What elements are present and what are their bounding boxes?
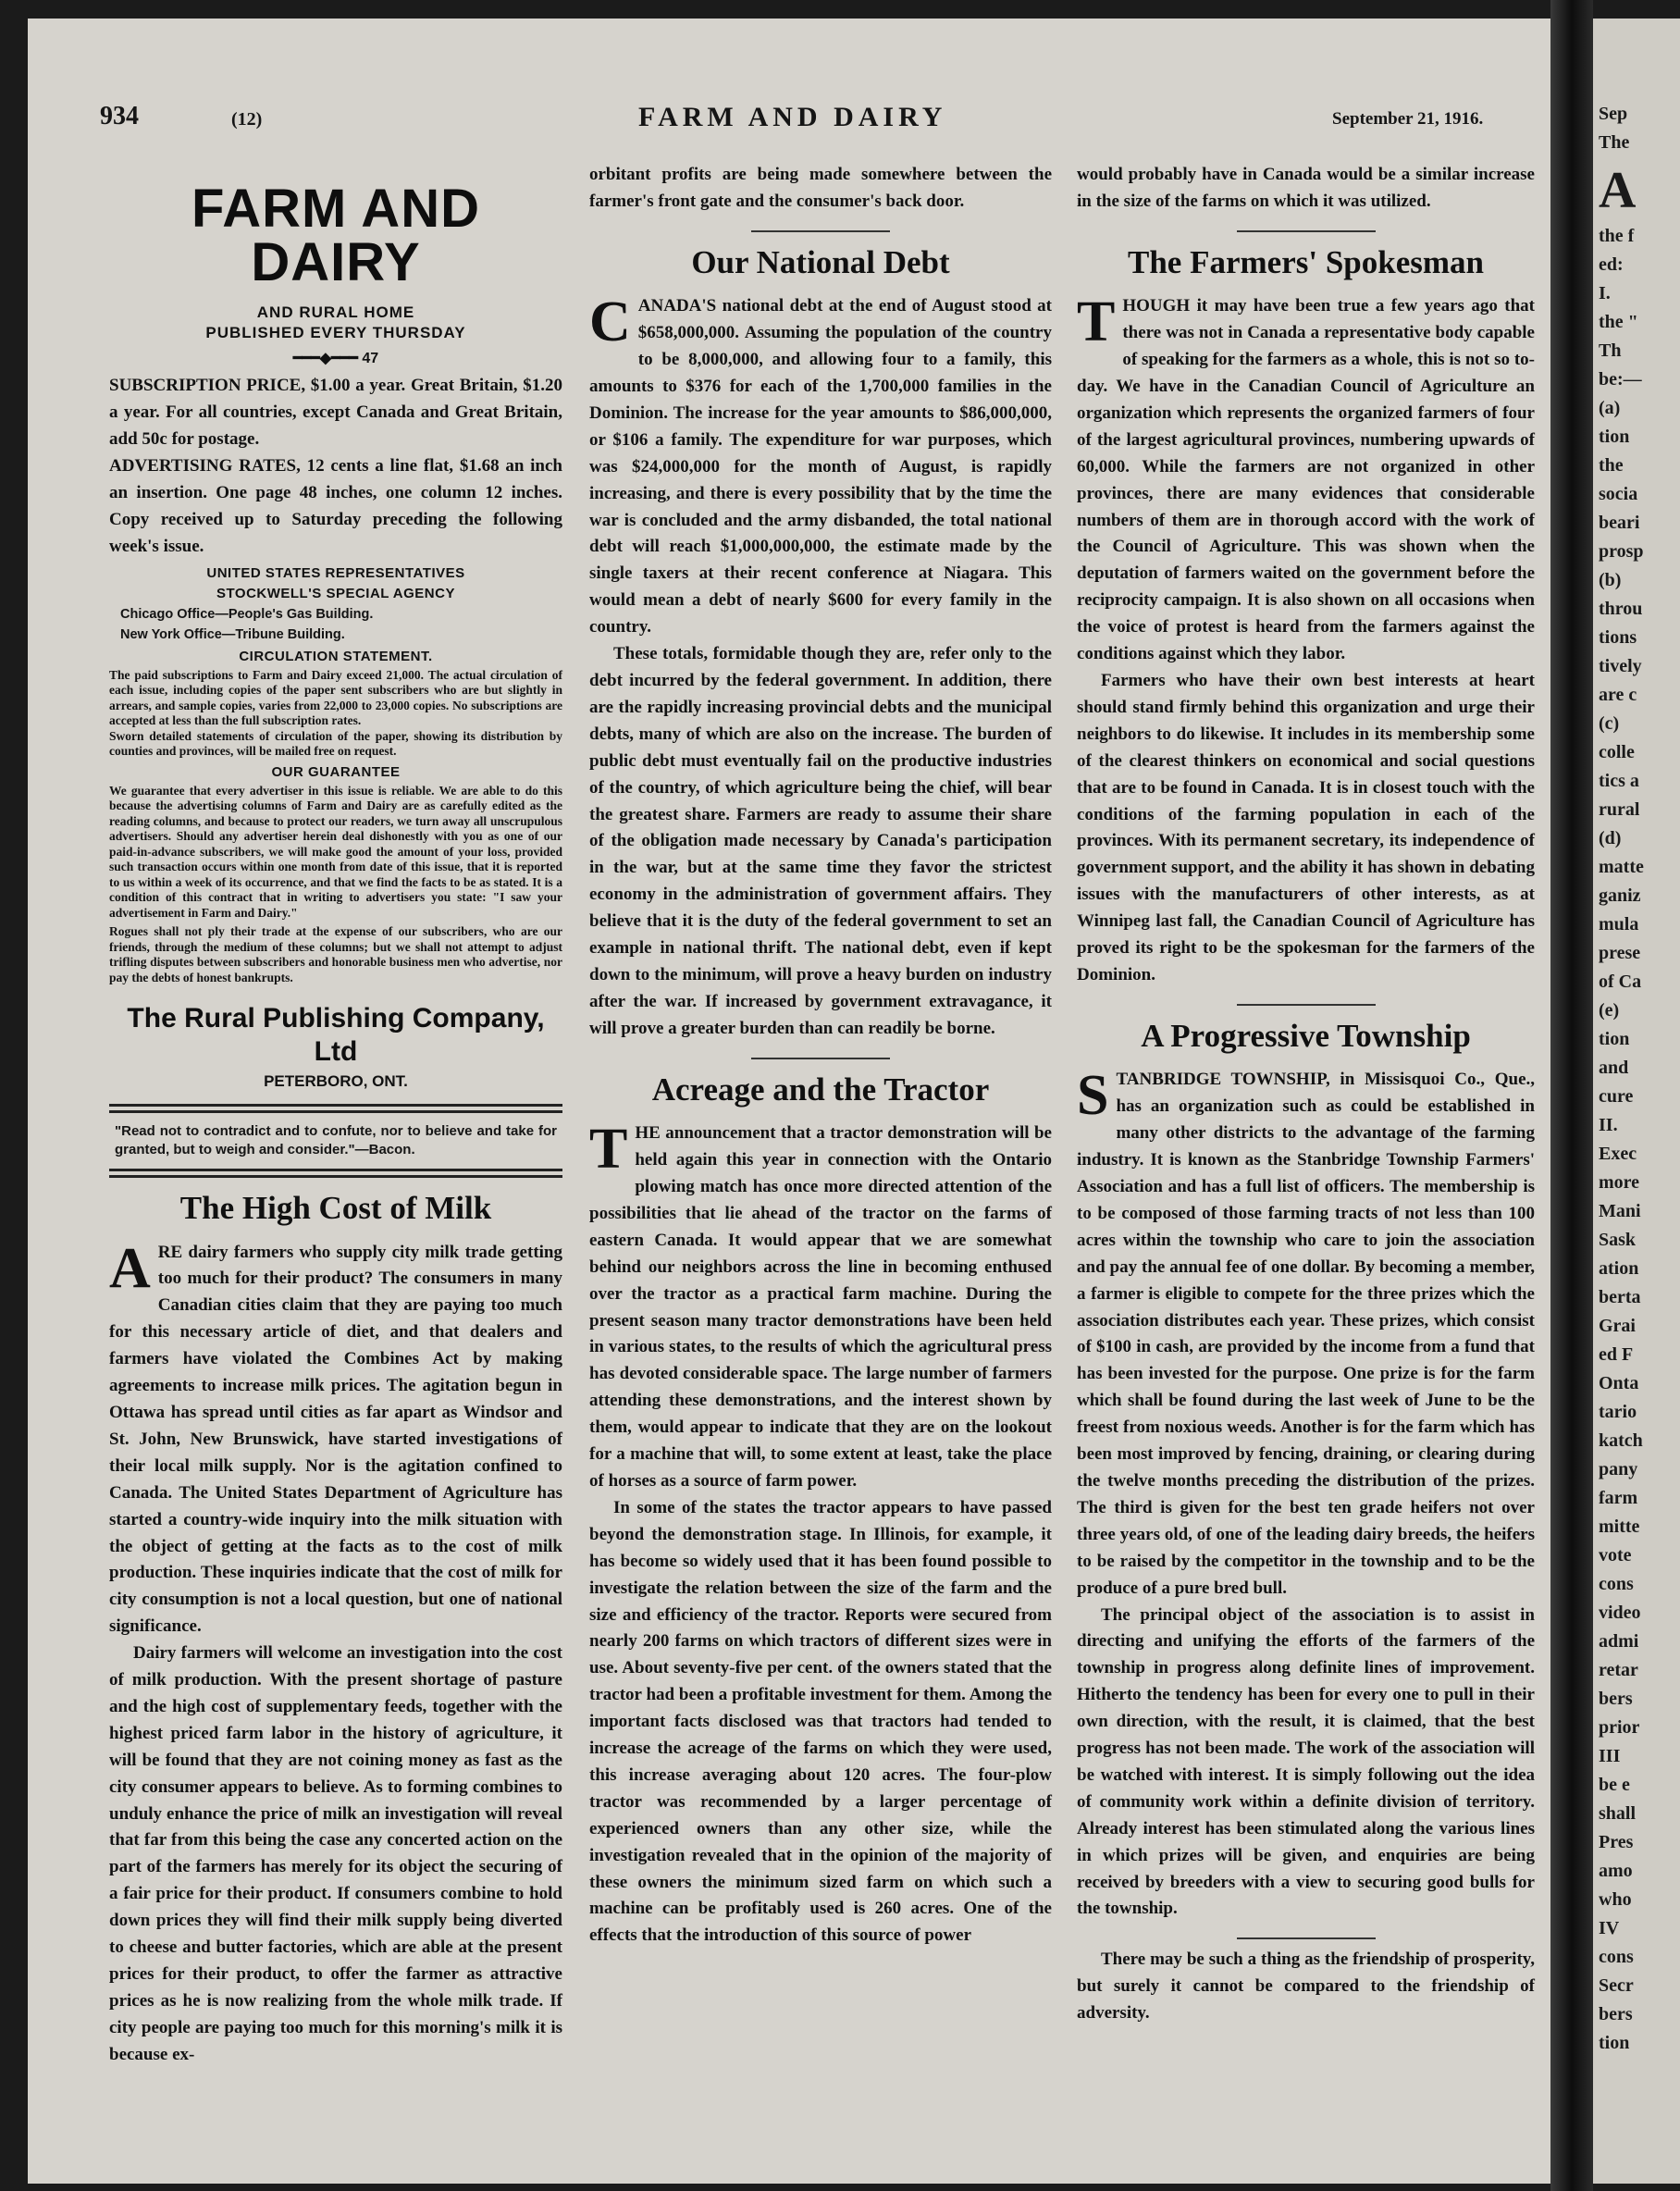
ornament-icon: ━━━◆━━━ [292,351,358,367]
adjacent-page-fragment: tion [1599,427,1630,447]
adjacent-page-fragment: tario [1599,1402,1637,1422]
adjacent-page-fragment: the f [1599,226,1635,246]
spokesman-paragraph-2: Farmers who have their own best interests at heart should stand firmly behind this organization and urge their neighbors to do likewise. It includes in its membership some of the clearest thinkers on economical and social questions that are to be found in Canada. It is in closest touch with the conditions of the farming population in each of the provinces. With its permanent secretary, its independence of government support, and the ability it has shown in debating issues with the manufacturers of other interests, as at Winnipeg last fall, the Canadian Council of Agriculture has proved its right to be the spokesman for the farmers of the Dominion. [1077,671,1535,984]
adjacent-page-fragment: colle [1599,742,1635,762]
adjacent-page-fragment: III [1599,1746,1621,1766]
adjacent-page-fragment: Sask [1599,1230,1637,1250]
chicago-office: Chicago Office—People's Gas Building. [120,606,374,622]
adjacent-page-fragment: retar [1599,1660,1638,1680]
adjacent-page-fragment: Grai [1599,1316,1636,1336]
article-title-debt: Our National Debt [691,243,950,280]
column-3 [1077,162,1535,2027]
masthead-title: FARM AND DAIRY [191,179,480,292]
adjacent-page-fragment: A [1599,162,1637,219]
adjacent-page-fragment: Onta [1599,1373,1639,1393]
adjacent-page-fragment: prosp [1599,541,1644,562]
adjacent-page-fragment: are c [1599,685,1637,705]
adjacent-page-fragment: matte [1599,857,1644,877]
page-number: 934 [100,102,139,130]
adjacent-page-fragment: be e [1599,1775,1630,1795]
adjacent-page-fragment: I. [1599,283,1611,303]
tractor-paragraph-2: In some of the states the tractor appears to have passed beyond the demonstration stage. In Illinois, for example, it has become so widely used that it has been found possible to investigate the relation between the size of the farm and the size and efficiency of the tractor. Reports were secured from nearly 200 farms on which tractors of different sizes were in use. About seventy-five per cent. of the owners stated that the tractor had been a profitable investment for them. Among the important facts disclosed was that tractors had tended to increase the acreage of the farms on which they were used, this increase averaging about 120 acres. The four-plow tractor was recommended by a larger percentage of experienced owners than any other size, while the investigation revealed that in the opinion of the majority of these owners the minimum sized farm on which such a machine can be profitably used is 260 acres. One of the effects that the introduction of this source of power [589,1497,1052,1946]
adjacent-page-fragment: Sep [1599,104,1628,124]
adjacent-page-fragment: The [1599,132,1630,153]
dropcap-township: S [1077,1064,1109,1128]
book-spine-gutter [1550,0,1593,2191]
adjacent-page-fragment: mitte [1599,1516,1640,1537]
issue-date: September 21, 1916. [1332,109,1484,129]
circulation-heading: CIRCULATION STATEMENT. [239,648,433,664]
adjacent-page-edge [1593,19,1680,2184]
adjacent-page-fragment: tively [1599,656,1642,676]
adjacent-page-fragment: berta [1599,1287,1641,1307]
adjacent-page-fragment: prese [1599,943,1641,963]
adjacent-page-fragment: tions [1599,627,1637,648]
article-title-tractor: Acreage and the Tractor [651,1071,990,1108]
dropcap-tractor: T [589,1118,628,1182]
subscription-price: SUBSCRIPTION PRICE, $1.00 a year. Great Britain, $1.20 a year. For all countries, except Canada and Great Britain, add 50c for postage. [109,376,562,449]
article-title-spokesman: The Farmers' Spokesman [1128,243,1484,280]
guarantee-text-1: We guarantee that every advertiser in this issue is reliable. We are able to do this because the advertising columns of Farm and Dairy are as carefully edited as the reading columns, and because to protect our readers, we turn away all unscrupulous advertisers. Should any advertiser herein deal dishonestly with you as one of our paid-in-advance subscribers, we will make good the amount of your loss, provided such transaction occurs within one month from date of this issue, that it is reported to us within a week of its occurrence, and that we find the facts to be as stated. It is a condition of this contract that in writing to advertisers you state: "I saw your advertisement in Farm and Dairy." [109,783,562,920]
adjacent-page-fragment: cure [1599,1086,1634,1107]
milk-paragraph-2: Dairy farmers will welcome an investigation into the cost of milk production. With the present shortage of pasture and the high cost of supplementary feeds, together with the highest priced farm labor in the history of agriculture, it will be found that they are not coining money as fast as the city consumer appears to believe. As to forming combines to unduly enhance the price of milk an investigation will reveal that far from this being the case any concerted action on the part of the farmers has merely for its object the securing of a fair price for their product. If consumers combine to hold down prices they will find their milk supply being diverted to cheese and butter factories, which are able at the present prices for their product, to offer the farmer as attractive prices as he is now realizing from the whole milk trade. If city people are paying too much for this morning's milk it is because ex- [109,1643,562,2064]
adjacent-page-fragment: (b) [1599,570,1622,590]
adjacent-page-fragment: shall [1599,1803,1637,1824]
adjacent-page-fragment: (e) [1599,1000,1620,1021]
bacon-quote: "Read not to contradict and to confute, nor to believe and take for granted, but to weigh and consider."—Bacon. [115,1123,557,1158]
column-1 [109,162,562,2069]
double-rule [109,1104,562,1113]
advertising-rates: ADVERTISING RATES, 12 cents a line flat, $1.68 an inch an insertion. One page 48 inches, one column 12 inches. Copy received up to Saturday preceding the following week's issue. [109,455,562,556]
article-title-milk: The High Cost of Milk [179,1190,492,1227]
adjacent-page-fragment: ed F [1599,1344,1634,1365]
column-2 [589,162,1052,1950]
masthead-subtitle: AND RURAL HOME [256,303,415,321]
section-rule [1237,1937,1376,1939]
adjacent-page-fragment: Secr [1599,1975,1634,1996]
adjacent-page-fragment: II. [1599,1115,1618,1135]
agency-name: STOCKWELL'S SPECIAL AGENCY [216,585,455,601]
adjacent-page-fragment: tics a [1599,771,1639,791]
adjacent-page-fragment: cons [1599,1947,1634,1967]
debt-lead-text: orbitant profits are being made somewhere between the farmer's front gate and the consumer's back door. [589,165,1052,211]
masthead-published: PUBLISHED EVERY THURSDAY [205,324,466,342]
adjacent-page-fragment: IV [1599,1918,1620,1938]
adjacent-page-fragment: tion [1599,2033,1630,2053]
adjacent-page-fragment: farm [1599,1488,1638,1508]
adjacent-page-fragment: throu [1599,599,1643,619]
spokesman-paragraph-1: HOUGH it may have been true a few years ago that there was not in Canada a representative body capable of speaking for the farmers as a whole, this is not so to-day. We have in the Canadian Council of Agriculture an organization which represents the organized farmers of four of the largest agricultural provinces, numbering upwards of 60,000. While the farmers are not organized in other provinces, there are many evidences that considerable numbers of them are in thorough accord with the work of the Council of Agriculture. This was shown when the deputation of farmers waited on the government before the reciprocity campaign. It is also shown on all occasions when the voice of protest is heard from the farmers against the conditions against which they labor. [1077,296,1535,664]
section-rule [751,230,890,232]
township-paragraph-2: The principal object of the association is to assist in directing and unifying the efforts of the farmers of the township in progress along definite lines of improvement. Hitherto the tendency has been for every one to pull in their own direction, with the result, it is claimed, that the best progress has not been made. The work of the association will be watched with interest. It is simply following out the idea of community work within a definite division of territory. Already interest has been stimulated along the various lines in which prizes will be given, and enquiries are being received by breeders with a view to securing good bulls for the township. [1077,1604,1535,1919]
ornament-number: 47 [362,351,379,367]
tractor-paragraph-1: HE announcement that a tractor demonstration will be held again this year in connection with the Ontario plowing match has once more directed attention of the possibilities that lie ahead of the tractor on the farms of eastern Canada. It would appear that we are somewhat behind our neighbors across the line in becoming enthused over the tractor as a practical farm machine. During the present season many tractor demonstrations have been held in various states, to the results of which the agricultural press has devoted considerable space. The large number of farmers attending these demonstrations, and the interest shown by them, would appear to indicate that they are on the lookout for a machine that will, to some extent at least, take the place of horses as a source of farm power. [589,1123,1052,1491]
adjacent-page-fragment: ganiz [1599,885,1641,906]
adjacent-page-fragment: the [1599,455,1624,476]
adjacent-page-fragment: the " [1599,312,1638,332]
adjacent-page-fragment: Exec [1599,1144,1637,1164]
adjacent-page-fragment: video [1599,1603,1641,1623]
township-paragraph-1: TANBRIDGE TOWNSHIP, in Missisquoi Co., Que., has an organization such as could be established in many other districts to the advantage of the farming industry. It is known as the Stanbridge Township Farmers' Association and has a full list of officers. The membership is to be composed of those farming tracts of not less than 100 acres within the township who care to join the association and pay the annual fee of one dollar. By becoming a member, a farmer is eligible to compete for the three prizes which the association distributes each year. These prizes, which consist of $100 in cash, are provided by the income from a fund that has been invested for the purpose. One prize is for the farm which shall be found during the last week of June to be the freest from noxious weeds. Another is for the farm which has been most improved by fencing, draining, or clearing during the twelve months preceding the distribution of the prizes. The third is given for the best ten grade heifers not over three years old, of one of the leading dairy breeds, the heifers to be raised by the competitor in the township and to be the produce of a pure bred bull. [1077,1070,1535,1598]
adjacent-page-fragment: ed: [1599,254,1624,275]
debt-paragraph-2: These totals, formidable though they are, refer only to the debt incurred by the federal government. In addition, there are the rapidly increasing provincial debts and the municipal debts, many of which are also on the increase. The burden of public debt must eventually fail on the productive industries of the country, of which agriculture being the chief, will bear the greatest share. Farmers are ready to assume their share of the obligation made necessary by Canada's participation in the war, but at the same time they favor the strictest economy in the administration of government affairs. They believe that it is the duty of the federal government to set an example in national thrift. The national debt, even if kept down to the minimum, will prove a heavy burden on industry after the war. If increased by government extravagance, it will prove a greater burden than can readily be borne. [589,644,1052,1038]
adjacent-page-fragment: tion [1599,1029,1630,1049]
adjacent-page-fragment: (c) [1599,713,1620,734]
dropcap-milk: A [109,1236,151,1300]
adjacent-page-fragment: more [1599,1172,1640,1193]
adjacent-page-fragment: admi [1599,1631,1639,1652]
masthead-ornament [109,349,562,367]
newyork-office: New York Office—Tribune Building. [120,626,345,642]
adjacent-page-fragment: Pres [1599,1832,1634,1852]
dropcap-debt: C [589,291,631,354]
adjacent-page-fragment: be:— [1599,369,1642,390]
adjacent-page-fragment: ation [1599,1258,1639,1279]
page-sub-number: (12) [231,109,263,130]
publisher-city: PETERBORO, ONT. [264,1072,408,1091]
adjacent-page-fragment: socia [1599,484,1638,504]
section-rule [1237,1004,1376,1006]
article-title-township: A Progressive Township [1141,1017,1471,1054]
adjacent-page-fragment: bers [1599,1689,1633,1709]
adjacent-page-fragment: mula [1599,914,1639,935]
adjacent-page-fragment: rural [1599,799,1640,820]
adjacent-page-fragment: of Ca [1599,972,1642,992]
section-rule [1237,230,1376,232]
circulation-text-2: Sworn detailed statements of circulation of the paper, showing its distribution by counties and provinces, will be mailed free on request. [109,728,562,759]
adjacent-page-fragment: pany [1599,1459,1638,1479]
adjacent-page-fragment: beari [1599,513,1640,533]
milk-paragraph-1: RE dairy farmers who supply city milk trade getting too much for their product? The consumers in many Canadian cities claim that they are paying too much for this necessary article of diet, and that dealers and farmers have violated the Combines Act by making agreements to increase milk prices. The agitation begun in Ottawa has spread until cities as far apart as Windsor and St. John, New Brunswick, have started investigations of their local milk supply. Nor is the agitation confined to Canada. The United States Department of Agriculture has started a country-wide inquiry into the milk situation with the object of getting at the facts as to the cost of milk production. These inquiries indicate that the cost of milk for city consumption is not a local question, but one of national significance. [109,1242,562,1637]
publisher-name: The Rural Publishing Company, Ltd [127,1003,545,1068]
closing-quote: There may be such a thing as the friendship of prosperity, but surely it cannot be compared to the friendship of adversity. [1077,1950,1535,2024]
double-rule [109,1169,562,1178]
running-title: FARM AND DAIRY [638,102,947,132]
adjacent-page-fragment: bers [1599,2004,1633,2024]
adjacent-page-fragment: who [1599,1889,1632,1910]
adjacent-page-fragment: vote [1599,1545,1632,1566]
guarantee-text-2: Rogues shall not ply their trade at the expense of our subscribers, who are our friends, through the medium of these columns; but we shall not attempt to adjust trifling disputes between subscribers and honorable business men who advertise, nor pay the debts of honest bankrupts. [109,924,562,984]
circulation-text-1: The paid subscriptions to Farm and Dairy exceed 21,000. The actual circulation of each issue, including copies of the paper sent subscribers who are but slightly in arrears, and sample copies, varies from 22,000 to 23,000 copies. No subscriptions are accepted at less than the full subscription rates. [109,667,562,728]
adjacent-page-fragment: prior [1599,1717,1640,1738]
adjacent-page-fragment: Mani [1599,1201,1641,1221]
us-representatives-heading: UNITED STATES REPRESENTATIVES [206,564,465,581]
adjacent-page-fragment: cons [1599,1574,1634,1594]
section-rule [751,1058,890,1059]
debt-paragraph-1: ANADA'S national debt at the end of August stood at $658,000,000. Assuming the population of the country to be 8,000,000, and allowing four to a family, this amounts to $376 for each of the 1,700,000 families in the Dominion. The increase for the year amounts to $86,000,000, or $106 a family. The expenditure for war purposes, which was $24,000,000 for the month of August, is rapidly increasing, and there is every possibility that by the time the war is concluded and the army disbanded, the total national debt will reach $1,000,000,000, the estimate made by the single taxers at their recent conference at Niagara. This would mean a debt of nearly $600 for every family in the country. [589,296,1052,637]
adjacent-page-fragment: (a) [1599,398,1621,418]
adjacent-page-fragment: Th [1599,340,1622,361]
adjacent-page-fragment: (d) [1599,828,1622,848]
dropcap-spokesman: T [1077,291,1116,354]
adjacent-page-fragment: katch [1599,1430,1643,1451]
guarantee-heading: OUR GUARANTEE [271,763,401,780]
adjacent-page-fragment: amo [1599,1861,1633,1881]
adjacent-page-fragment: and [1599,1058,1629,1078]
spokesman-lead-text: would probably have in Canada would be a similar increase in the size of the farms on which it was utilized. [1077,165,1535,211]
